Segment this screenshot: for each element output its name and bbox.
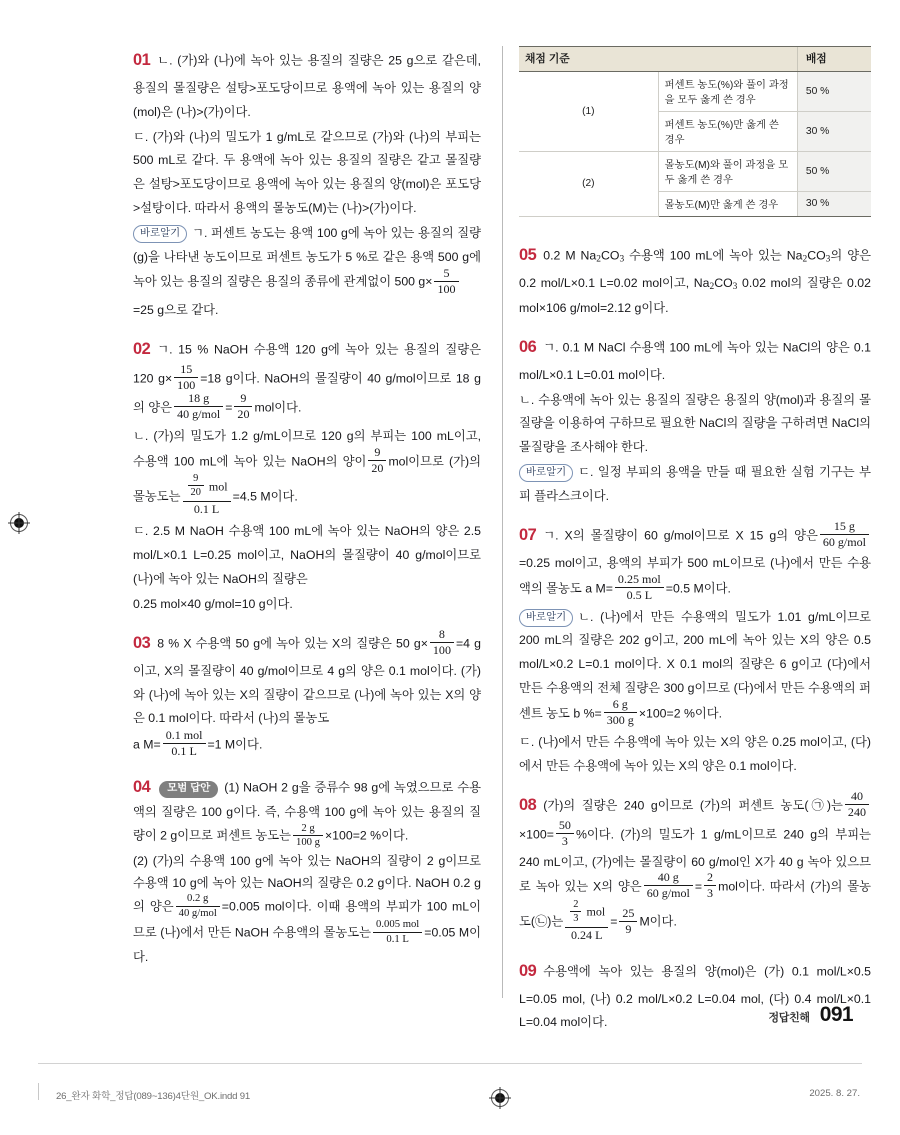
answer-text: ㄷ. (나)에서 만든 수용액에 녹아 있는 X의 양은 0.25 mol이고, (다)에서 만든 수용액에 녹아 있는 X의 양은 0.1 mol이다. (519, 734, 871, 773)
answer-text: (2) (가)의 수용액 100 g에 녹아 있는 NaOH의 질량이 2 g이므로 수용액 10 g에 녹아 있는 NaOH의 질량은 0.2 g이다. NaOH 0.2 g의 양은 (133, 854, 481, 914)
fraction-denominator: 0.1 L (386, 932, 409, 945)
print-rule (38, 1063, 862, 1064)
fraction-numerator: 0.005 mol (373, 919, 422, 933)
answer-text: ㄴ. (가)와 (나)에 녹아 있는 용질의 질량은 25 g으로 같은데, 용질의 몰질량은 설탕>포도당이므로 용액에 녹아 있는 용질의 양(mol)은 (나)>(가)이다. (133, 53, 481, 119)
column-divider (502, 46, 503, 998)
fraction-numerator: 0.1 mol (163, 729, 206, 744)
page-number: 091 (819, 1003, 853, 1026)
answer-text: %이다. (가)의 밀도가 1 g/mL이므로 240 g의 부피는 240 mL이고, (가)에는 몰질량이 60 g/mol인 X가 40 g 녹아 있으므로 녹아 있는 X의 양은 (519, 827, 871, 894)
question-number: 04 (133, 778, 151, 797)
fraction (163, 729, 206, 758)
fraction-denominator: 300 g (606, 712, 634, 727)
fraction (430, 628, 454, 657)
answer-text: =0.25 mol이고, 용액의 부피가 500 mL이므로 (나)에서 만든 수용액의 몰농도 a M= (519, 555, 871, 596)
answer-item-08 (519, 788, 871, 944)
fraction-numerator: $\frac{2}{3}$ mol (565, 900, 608, 927)
fraction (293, 823, 323, 849)
answer-text: ㄱ. X의 몰질량이 60 g/mol이므로 X 15 g의 양은 (543, 528, 818, 543)
scoring-rubric-table (519, 46, 871, 217)
answer-text: ×100= (519, 827, 554, 842)
question-number: 01 (133, 51, 151, 69)
criterion-cell: 퍼센트 농도(%)만 옳게 쓴 경우 (658, 112, 797, 152)
print-date: 2025. 8. 27. (809, 1088, 860, 1099)
answer-item-07 (519, 518, 871, 778)
fraction (188, 473, 204, 498)
answer-text: ㄱ. 0.1 M NaCl 수용액 100 mL에 녹아 있는 NaCl의 양은 0.1 mol/L×0.1 L=0.01 mol이다. (519, 340, 871, 382)
answer-text: =0.5 M이다. (665, 581, 731, 596)
fraction-denominator: 20 (190, 487, 201, 499)
answer-text: CO (807, 248, 826, 263)
answer-text: ㄴ. (가)의 밀도가 1.2 g/mL이므로 120 g의 부피는 100 mL이고, 수용액 100 mL에 녹아 있는 NaOH의 양이 (133, 429, 481, 469)
answer-text: 수용액에 녹아 있는 용질의 양(mol)은 (가) 0.1 mol/L×0.5 L=0.05 mol, (나) 0.2 mol/L×0.2 L=0.04 mol, (다) 0.4 mol/L×0.1 L=0.04 mol이다. (519, 964, 871, 1030)
fraction (644, 871, 693, 900)
badge-model-answer: 모범 답안 (159, 781, 218, 799)
answer-text: ㄴ. 수용액에 녹아 있는 용질의 질량은 용질의 양(mol)과 용질의 몰질량을 이용하여 구하므로 필요한 NaCl의 질량을 구하려면 NaCl의 몰질량을 조사해야 한다. (519, 392, 871, 455)
registration-mark-bottom (489, 1087, 511, 1109)
row-group-label: (2) (519, 152, 658, 217)
fraction-numerator: 15 g (820, 520, 869, 535)
fraction-denominator: 0.24 L (571, 927, 603, 942)
fraction (434, 267, 458, 296)
table-head (519, 47, 871, 72)
badge-correct-note: 바로알기 (519, 609, 573, 627)
answer-text: mol이다. 따라서 (가)의 몰농도(㉡)는 (519, 879, 871, 930)
fraction-denominator: 100 g (296, 836, 320, 849)
fraction-numerator: 15 (174, 363, 198, 378)
table-row (519, 72, 871, 112)
fraction-denominator: 40 g/mol (178, 906, 217, 919)
question-number: 02 (133, 340, 151, 359)
fraction-numerator: 50 (556, 819, 574, 834)
fraction-denominator: 20 (371, 461, 384, 476)
column-header-criterion: 채점 기준 (519, 47, 797, 72)
subscript: 3 (619, 254, 625, 265)
answer-text: =0.005 mol이다. 이때 용액의 부피가 100 mL이므로 (나)에서 만든 NaOH 수용액의 몰농도는 (133, 899, 482, 940)
fraction (373, 919, 422, 945)
table-header-row (519, 47, 871, 72)
fraction-numerator: 0.2 g (176, 893, 220, 907)
answer-text: = (694, 879, 703, 894)
fraction-numerator: 40 (845, 790, 869, 805)
question-number: 07 (519, 525, 537, 544)
column-header-points: 배점 (797, 47, 871, 72)
fraction-denominator: 60 g/mol (646, 886, 690, 901)
fraction-numerator: 18 g (174, 392, 223, 407)
fraction-denominator: 40 g/mol (177, 407, 221, 422)
fraction-numerator: 9 (188, 473, 204, 486)
answer-text: mol이므로 (가)의 몰농도는 (133, 454, 481, 504)
fraction-denominator: 3 (561, 833, 568, 848)
answer-text: =4 g이고, X의 몰질량이 40 g/mol이므로 4 g의 양은 0.1 mol이다. (가)와 (나)에 녹아 있는 X의 질량이 같으므로 (나)에 녹아 있는 X의 양은 0.1 mol이다. 따라서 (나)의 몰농도 (133, 636, 481, 726)
nested-fraction (565, 900, 608, 941)
answer-item-01 (133, 46, 481, 322)
subscript: 2 (596, 254, 601, 265)
table-row (519, 152, 871, 192)
fraction-numerator: 9 (368, 446, 386, 461)
answer-text: 0.25 mol×40 g/mol=10 g이다. (133, 596, 293, 611)
fraction-denominator: 9 (625, 921, 632, 936)
fraction-numerator: 6 g (604, 698, 637, 713)
criterion-cell: 몰농도(M)와 풀이 과정을 모두 옳게 쓴 경우 (658, 152, 797, 192)
fraction-numerator: 25 (619, 907, 637, 922)
fraction-denominator: 20 (237, 407, 250, 422)
answer-text: ㄱ. 15 % NaOH 수용액 120 g에 녹아 있는 용질의 질량은 120 g× (133, 342, 481, 386)
fraction-denominator: 0.1 L (193, 502, 220, 517)
points-cell: 30 % (797, 112, 871, 152)
question-number: 09 (519, 961, 537, 980)
fraction-numerator: $\frac{9}{20}$ mol (183, 475, 231, 502)
fraction-denominator: 3 (573, 912, 579, 924)
answer-text: 0.2 M Na (543, 248, 597, 263)
answer-text: ㄷ. 일정 부피의 용액을 만들 때 필요한 실험 기구는 부피 플라스크이다. (519, 465, 871, 503)
subscript: 3 (732, 281, 738, 292)
fraction (174, 363, 198, 392)
answer-text: ㄷ. 2.5 M NaOH 수용액 100 mL에 녹아 있는 NaOH의 양은 2.5 mol/L×0.1 L=0.25 mol이고, NaOH의 몰질량이 40 g/mol이므로 (나)에 녹아 있는 NaOH의 질량은 (133, 524, 481, 587)
nested-fraction (183, 475, 231, 516)
question-number: 03 (133, 633, 151, 652)
answer-item-06 (519, 333, 871, 508)
answer-item-04 (133, 773, 481, 969)
answer-item-05 (519, 241, 871, 320)
fraction-numerator: 40 g (644, 871, 693, 886)
fraction-denominator: 0.1 L (171, 744, 197, 759)
answer-text: =4.5 M이다. (232, 489, 298, 504)
fraction (174, 392, 223, 421)
fraction (176, 893, 220, 919)
points-cell: 30 % (797, 192, 871, 217)
print-filename: 26_완자 화학_정답(089~136)4단원_OK.indd 91 (56, 1091, 251, 1102)
fraction-denominator: 60 g/mol (822, 534, 866, 549)
fraction (234, 392, 252, 421)
fraction-denominator: 100 (177, 378, 196, 393)
fraction (556, 819, 574, 848)
badge-correct-note: 바로알기 (133, 225, 187, 243)
fraction (619, 907, 637, 936)
fraction (368, 446, 386, 475)
answer-text: a M= (133, 737, 161, 752)
fraction (704, 871, 716, 900)
answer-text: ㄱ. 퍼센트 농도는 용액 100 g에 녹아 있는 용질의 질량(g)을 나타낸 농도이므로 퍼센트 농도가 5 %로 같은 용액 500 g에 녹아 있는 용질의 질량은 용질의 종류에 관계없이 500 g× (133, 225, 481, 289)
answer-text: =18 g이다. NaOH의 몰질량이 40 g/mol이므로 18 g의 양은 (133, 371, 481, 415)
answer-text: =1 M이다. (207, 737, 263, 752)
answer-text: =25 g으로 같다. (133, 303, 219, 318)
points-cell: 50 % (797, 72, 871, 112)
answer-text: (1) NaOH 2 g을 증류수 98 g에 녹였으므로 수용액의 질량은 100 g이다. 즉, 수용액 100 g에 녹아 있는 용질의 질량이 2 g이므로 퍼센트 농도는 (133, 780, 481, 843)
subscript: 2 (709, 281, 715, 292)
answer-text: = (610, 915, 618, 930)
answer-text: 수용액 100 mL에 녹아 있는 Na (624, 248, 803, 263)
row-group-label: (1) (519, 72, 658, 152)
answer-text: 8 % X 수용액 50 g에 녹아 있는 X의 질량은 50 g× (157, 636, 428, 651)
fraction-denominator: 100 (437, 281, 456, 296)
answer-text: =0.05 M이다. (133, 925, 482, 965)
fraction (615, 573, 664, 602)
answer-text: ×100=2 %이다. (325, 828, 409, 843)
fraction-numerator: 2 g (293, 823, 323, 837)
fraction-denominator: 3 (707, 886, 714, 901)
table-body (519, 72, 871, 217)
answer-text: 의 양은 0.2 mol/L×0.1 L=0.02 mol이고, Na (519, 248, 871, 290)
answer-text: ㄴ. (나)에서 만든 수용액의 밀도가 1.01 g/mL이므로 200 mL의 질량은 202 g이고, 200 mL에 녹아 있는 X의 양은 0.5 mol/L×0.2 L=0.1 mol이다. X 0.1 mol의 질량은 6 g이고 (다)에서 만든 수용액의 전체 질량은 300 g이므로 (다)에서 만든 수용액의 퍼센트 농도 b %= (519, 609, 871, 721)
criterion-cell: 몰농도(M)만 옳게 쓴 경우 (658, 192, 797, 217)
fraction-denominator: 240 (847, 804, 866, 819)
answer-text: = (225, 400, 233, 415)
answer-text: ㄷ. (가)와 (나)의 밀도가 1 g/mL로 같으므로 (가)와 (나)의 부피는 500 mL로 같다. 두 용액에 녹아 있는 용질의 질량은 같고 몰질량은 설탕>포도당이므로 용액에 녹아 있는 용질의 양(mol)은 포도당>설탕이다. 따라서 용액의 몰농도(M)는 (나)>(가)이다. (133, 129, 481, 215)
fraction-numerator: 2 (570, 899, 581, 912)
fraction-denominator: 0.5 L (626, 587, 653, 602)
fraction-numerator: 9 (234, 392, 252, 407)
fraction-numerator: 0.25 mol (615, 573, 664, 588)
answer-text: ×100=2 %이다. (638, 706, 723, 721)
question-number: 05 (519, 246, 537, 264)
answer-text: (가)의 질량은 240 g이므로 (가)의 퍼센트 농도(㉠)는 (543, 798, 843, 813)
fraction-numerator: 5 (434, 267, 458, 282)
fraction (845, 790, 869, 819)
answer-item-02 (133, 335, 481, 615)
answer-text: M이다. (639, 915, 677, 930)
answer-text: CO (601, 248, 620, 263)
points-cell: 50 % (797, 152, 871, 192)
fraction-denominator: 100 (432, 642, 451, 657)
badge-correct-note: 바로알기 (519, 464, 573, 482)
fraction-numerator: 2 (704, 871, 716, 886)
subscript: 2 (802, 254, 808, 265)
footer-label: 정답친해 (768, 1012, 810, 1024)
fraction (820, 520, 869, 549)
left-column (133, 46, 481, 982)
question-number: 06 (519, 337, 537, 356)
answer-text: mol이다. (254, 400, 302, 415)
answer-item-03 (133, 626, 481, 760)
question-number: 08 (519, 795, 537, 814)
print-tick (38, 1083, 39, 1100)
fraction (604, 698, 637, 727)
fraction (570, 899, 581, 924)
subscript: 3 (825, 254, 831, 265)
fraction-numerator: 8 (430, 628, 454, 643)
page-footer (768, 1003, 853, 1027)
answer-text: 0.02 mol의 질량은 0.02 mol×106 g/mol=2.12 g이다. (519, 275, 871, 316)
answer-text: CO (714, 275, 733, 290)
criterion-cell: 퍼센트 농도(%)와 풀이 과정을 모두 옳게 쓴 경우 (658, 72, 797, 112)
right-column (519, 46, 871, 1047)
